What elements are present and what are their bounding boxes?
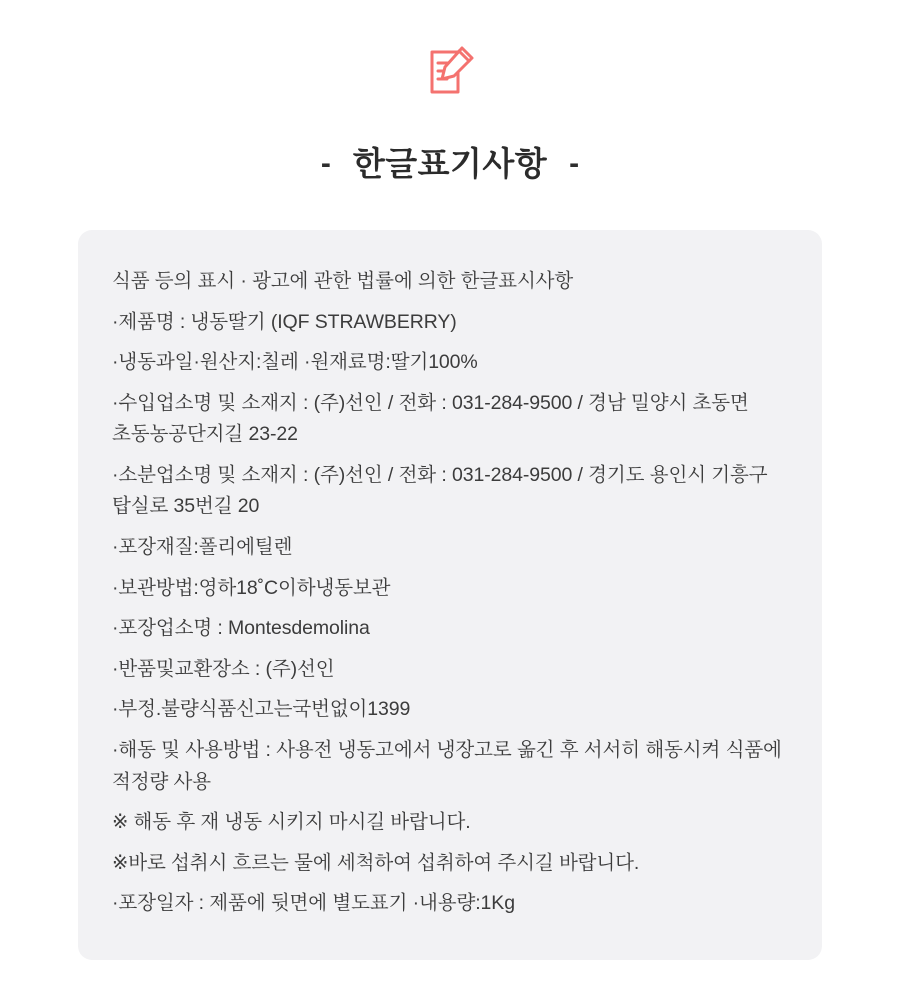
list-item: ·포장업소명 : Montesdemolina xyxy=(112,617,370,640)
memo-pencil-icon xyxy=(418,40,482,104)
list-item: ·포장일자 : 제품에 뒷면에 별도표기 ·내용량:1Kg xyxy=(112,892,515,915)
list-item: ·포장재질:폴리에틸렌 xyxy=(112,536,293,559)
title-dash-right: - xyxy=(569,146,580,180)
list-item: 식품 등의 표시 · 광고에 관한 법률에 의한 한글표시사항 xyxy=(112,270,574,292)
title-dash-left: - xyxy=(320,146,331,180)
list-item: ·부정.불량식품신고는국번없이1399 xyxy=(112,698,411,721)
list-item: ·냉동과일·원산지:칠레 ·원재료명:딸기100% xyxy=(112,351,478,374)
title-row xyxy=(0,122,900,206)
list-item: ·반품및교환장소 : (주)선인 xyxy=(112,657,335,680)
korean-label-panel xyxy=(78,230,822,960)
list-item: ·제품명 : 냉동딸기 (IQF STRAWBERRY) xyxy=(112,310,457,333)
list-item: ※ 해동 후 재 냉동 시키지 마시길 바랍니다. xyxy=(112,811,471,834)
list-item: ·보관방법:영하18˚C이하냉동보관 xyxy=(112,576,391,599)
list-item: ·수입업소명 및 소재지 : (주)선인 / 전화 : 031-284-9500 / 경남 밀양시 초동면 초동농공단지길 23-22 xyxy=(112,391,749,446)
list-item: ※바로 섭취시 흐르는 물에 세척하여 섭취하여 주시길 바랍니다. xyxy=(112,851,640,874)
list-item: ·소분업소명 및 소재지 : (주)선인 / 전화 : 031-284-9500 / 경기도 용인시 기흥구 탑실로 35번길 20 xyxy=(112,463,768,518)
page-header xyxy=(0,0,900,206)
list-item: ·해동 및 사용방법 : 사용전 냉동고에서 냉장고로 옮긴 후 서서히 해동시켜 식품에 적정량 사용 xyxy=(112,738,782,793)
korean-label-list xyxy=(112,266,788,920)
page-title: 한글표기사항 xyxy=(352,145,548,183)
